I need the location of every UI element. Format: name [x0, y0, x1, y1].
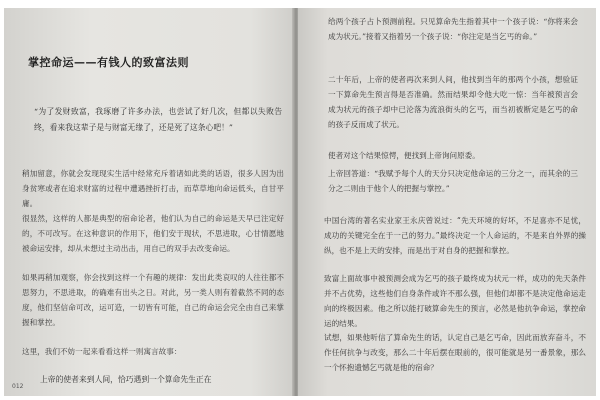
paragraph-3: 如果再稍加观察，你会找到这样一个有趣的规律：发出此类哀叹的人往往都不思努力，不思进取，的确难有出头之日。对此，另一类人则有着截然不同的态度，他们坚信命可改，运可造，一切皆有可能，自己的命运会完全由自己来掌握和掌控。	[22, 273, 284, 327]
right-paragraph-1: 给两个孩子占卜预测前程。只见算命先生指着其中一个孩子说：“你将来会成为状元。”接着又指着另一个孩子说：“你注定是当乞丐的命。”	[328, 17, 578, 41]
paragraph-4: 这里，我们不妨一起来看看这样一则寓言故事：	[22, 347, 182, 356]
right-paragraph-7: 试想，如果他听信了算命先生的话，认定自己是乞丐命，因此而放弃奋斗，不作任何抗争与改变，那么二十年后摆在眼前的，很可能就是另一番景象，那么一个怀抱遗憾乞丐就是他的宿命？	[324, 333, 586, 372]
page-number: 012	[12, 383, 24, 390]
paragraph-2: 很显然，这样的人都是典型的宿命论者，他们认为自己的命运是天早已注定好的，不可改写。在这种意识的作用下，他们安于现状，不思进取，心甘情愿地被命运安排，却从未想过主动出击，用自己的双手去改变命运。	[22, 214, 284, 253]
opening-quote: “为了发财致富，我琢磨了许多办法，也尝试了好几次，但都以失败告终，看来我这辈子是与财富无缘了，还是死了这条心吧！”	[34, 107, 282, 132]
paragraph-5: 上帝的使者来到人间，恰巧遇到一个算命先生正在	[40, 375, 212, 384]
left-page	[4, 8, 294, 396]
right-paragraph-4: 上帝回答道：“我赋予每个人的天分只决定他命运的三分之一，而其余的三分之二则由于他个人的把握与掌控。”	[328, 169, 578, 193]
chapter-title: 掌控命运——有钱人的致富法则	[28, 56, 189, 69]
right-paragraph-2: 二十年后，上帝的使者再次来到人间，他找到当年的那两个小孩，想验证一下算命先生预言得是否准确。然而结果却令他大吃一惊：当年被预言会成为状元的孩子却中已沦落为流浪街头的乞丐，而当初被断定是乞丐的命的孩子反而成了状元。	[328, 75, 578, 129]
right-paragraph-3: 使者对这个结果惊愕，便找到上帝询问原委。	[328, 151, 480, 160]
right-page	[298, 8, 596, 396]
right-paragraph-6: 致富上面故事中被预测会成为乞丐的孩子最终成为状元一样，成功的先天条件并不占优势，这些他们自身条件或许不那么强，但他们却都不是决定他命运走向的终极因素。他之所以能打破算命先生的预言，必然是他抗争命运，掌控命运的结果。	[324, 274, 586, 328]
paragraph-1: 稍加留意，你就会发现现实生活中经常充斥着诸如此类的话语，很多人因为出身贫寒或者在追求财富的过程中遭遇挫折打击，而草草地向命运低头，自甘平庸。	[22, 169, 284, 208]
right-paragraph-5: 中国台湾的著名实业家王永庆曾说过：“先天环境的好坏，不足喜亦不足忧，成功的关键完全在于一己的努力。”最终决定一个人命运的，不是来自外界的操纵，也不是上天的安排，而是出于对自身的把握和掌控。	[324, 216, 586, 255]
